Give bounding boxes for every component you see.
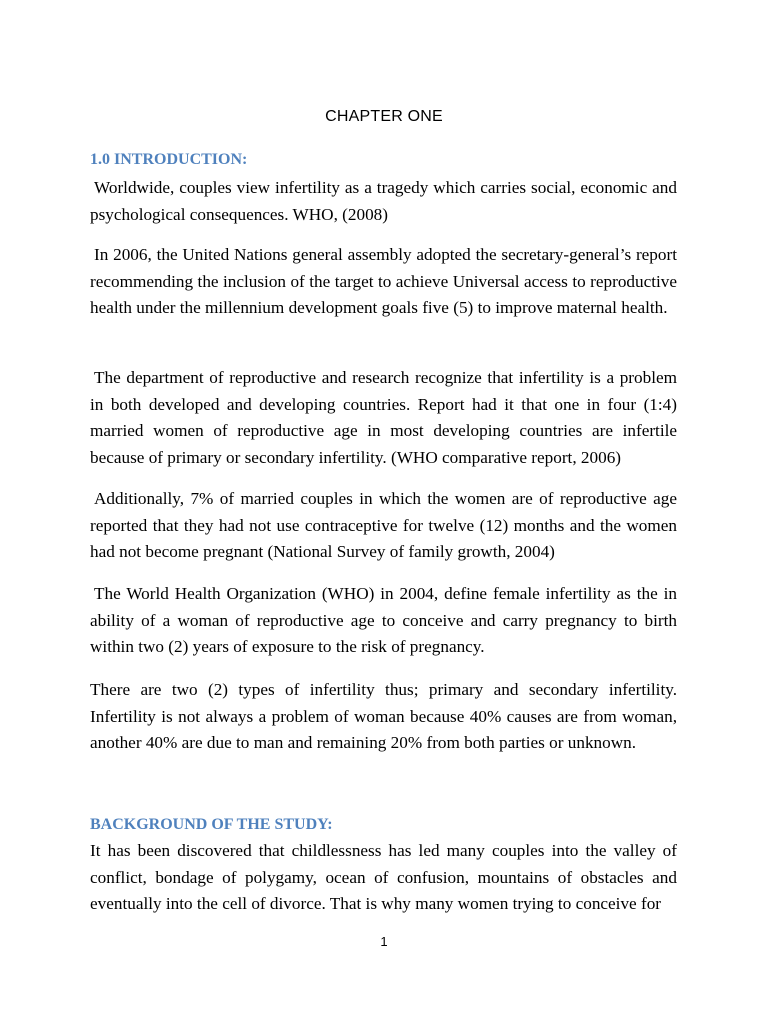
paragraph-un-assembly: In 2006, the United Nations general assembly adopted the secretary-general’s report recommending the inclusion of the target to achieve Universal access to reproductive health under the millennium development goals five (5) to improve maternal health. (90, 245, 677, 317)
paragraph-department: The department of reproductive and research recognize that infertility is a problem in both developed and developing countries. Report had it that one in four (1:4) married women of reproductive age in most developing countries are infertile because of primary or secondary infertility. (WHO comparative report, 2006) (90, 368, 677, 467)
page-number: 1 (380, 934, 388, 949)
chapter-title: CHAPTER ONE (325, 108, 443, 125)
paragraph-background: It has been discovered that childlessness has led many couples into the valley of conflict, bondage of polygamy, ocean of confusion, mountains of obstacles and eventually into the cell of divorce. That is why many women trying to conceive for (90, 841, 677, 913)
background-heading: BACKGROUND OF THE STUDY: (90, 816, 333, 833)
paragraph-types: There are two (2) types of infertility thus; primary and secondary infertility. Infertility is not always a problem of woman because 40% causes are from woman, another 40% are due to man and remaining 20% from both parties or unknown. (90, 680, 677, 752)
introduction-heading: 1.0 INTRODUCTION: (90, 151, 248, 168)
paragraph-additionally: Additionally, 7% of married couples in which the women are of reproductive age reported that they had not use contraceptive for twelve (12) months and the women had not become pregnant (National Survey of family growth, 2004) (90, 489, 677, 561)
paragraph-who-definition: The World Health Organization (WHO) in 2004, define female infertility as the in ability of a woman of reproductive age to conceive and carry pregnancy to birth within two (2) years of exposure to the risk of pregnancy. (90, 584, 677, 656)
paragraph-worldwide: Worldwide, couples view infertility as a tragedy which carries social, economic and psychological consequences. WHO, (2008) (90, 178, 677, 224)
